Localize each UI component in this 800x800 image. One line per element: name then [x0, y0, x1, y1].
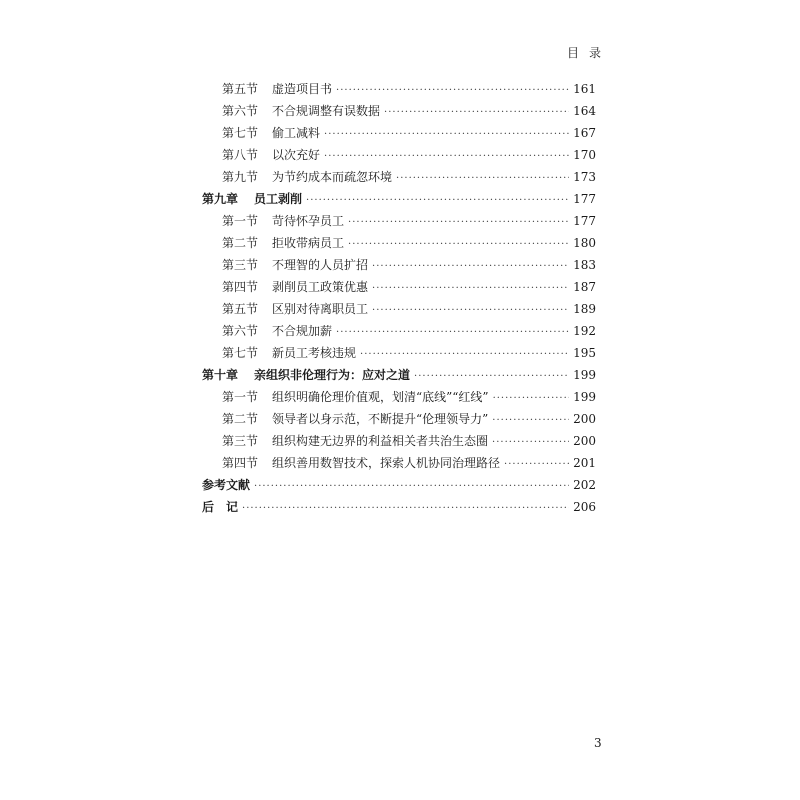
- section-title: 组织善用数智技术，探索人机协同治理路径: [272, 456, 501, 470]
- section-number: 第三节: [222, 258, 259, 272]
- page-number: 177: [573, 214, 596, 228]
- page-number: 199: [573, 368, 596, 382]
- dot-leader: [242, 498, 569, 520]
- page-number: 189: [573, 302, 596, 316]
- section-title: 不理智的人员扩招: [272, 258, 369, 272]
- page-number: 170: [573, 148, 596, 162]
- page-number: 167: [573, 126, 596, 140]
- section-title: 为节约成本而疏忽环境: [272, 170, 393, 184]
- dot-leader: [306, 190, 569, 212]
- dot-leader: [414, 366, 569, 388]
- page-number: 206: [573, 500, 596, 514]
- toc-section-entry[interactable]: [202, 78, 596, 100]
- toc-section-entry[interactable]: [202, 166, 596, 188]
- page-number: 200: [573, 434, 596, 448]
- section-number: 第六节: [222, 324, 259, 338]
- dot-leader: [336, 322, 569, 344]
- dot-leader: [254, 476, 569, 498]
- section-title: 虚造项目书: [272, 82, 333, 96]
- toc-section-entry[interactable]: [202, 276, 596, 298]
- dot-leader: [492, 432, 569, 454]
- dot-leader: [324, 146, 569, 168]
- section-number: 第五节: [222, 82, 259, 96]
- toc-section-entry[interactable]: [202, 122, 596, 144]
- toc-section-entry[interactable]: [202, 320, 596, 342]
- chapter-number: 第十章: [202, 368, 239, 382]
- table-of-contents: [202, 78, 596, 518]
- dot-leader: [360, 344, 569, 366]
- dot-leader: [492, 410, 569, 432]
- section-title: 偷工减料: [272, 126, 321, 140]
- toc-section-entry[interactable]: [202, 408, 596, 430]
- page-number: 200: [573, 412, 596, 426]
- section-number: 第二节: [222, 412, 259, 426]
- section-title: 不合规调整有误数据: [272, 104, 381, 118]
- toc-section-entry[interactable]: [202, 254, 596, 276]
- dot-leader: [372, 278, 569, 300]
- page-folio: 3: [594, 736, 602, 750]
- section-title: 领导者以身示范，不断提升“伦理领导力”: [272, 412, 489, 426]
- section-title: 不合规加薪: [272, 324, 333, 338]
- toc-section-entry[interactable]: [202, 144, 596, 166]
- dot-leader: [396, 168, 569, 190]
- dot-leader: [372, 300, 569, 322]
- page-number: 195: [573, 346, 596, 360]
- toc-chapter-entry[interactable]: [202, 364, 596, 386]
- section-title: 组织构建无边界的利益相关者共治生态圈: [272, 434, 489, 448]
- section-number: 第二节: [222, 236, 259, 250]
- toc-section-entry[interactable]: [202, 298, 596, 320]
- section-number: 第三节: [222, 434, 259, 448]
- dot-leader: [324, 124, 569, 146]
- section-number: 第四节: [222, 456, 259, 470]
- page-number: 199: [573, 390, 596, 404]
- toc-section-entry[interactable]: [202, 342, 596, 364]
- section-number: 第七节: [222, 126, 259, 140]
- references-title: 参考文献: [202, 478, 251, 492]
- chapter-title: 员工剥削: [254, 192, 303, 206]
- section-title: 以次充好: [272, 148, 321, 162]
- section-number: 第七节: [222, 346, 259, 360]
- dot-leader: [348, 234, 569, 256]
- page-number: 180: [573, 236, 596, 250]
- page-number: 161: [573, 82, 596, 96]
- chapter-title: 亲组织非伦理行为：应对之道: [254, 368, 411, 382]
- toc-section-entry[interactable]: [202, 210, 596, 232]
- dot-leader: [504, 454, 569, 476]
- section-number: 第六节: [222, 104, 259, 118]
- section-title: 苛待怀孕员工: [272, 214, 345, 228]
- page-number: 164: [573, 104, 596, 118]
- section-title: 剥削员工政策优惠: [272, 280, 369, 294]
- dot-leader: [493, 388, 570, 410]
- section-title: 区别对待离职员工: [272, 302, 369, 316]
- toc-chapter-entry[interactable]: [202, 188, 596, 210]
- toc-references-entry[interactable]: [202, 474, 596, 496]
- page-number: 201: [573, 456, 596, 470]
- running-header: 目录: [566, 46, 611, 60]
- section-title: 拒收带病员工: [272, 236, 345, 250]
- page-number: 177: [573, 192, 596, 206]
- section-title: 组织明确伦理价值观，划清“底线”“红线”: [272, 390, 489, 404]
- section-number: 第四节: [222, 280, 259, 294]
- section-title: 新员工考核违规: [272, 346, 357, 360]
- page-number: 183: [573, 258, 596, 272]
- dot-leader: [384, 102, 569, 124]
- toc-section-entry[interactable]: [202, 386, 596, 408]
- toc-afterword-entry[interactable]: [202, 496, 596, 518]
- section-number: 第九节: [222, 170, 259, 184]
- section-number: 第五节: [222, 302, 259, 316]
- page-number: 187: [573, 280, 596, 294]
- toc-section-entry[interactable]: [202, 430, 596, 452]
- toc-section-entry[interactable]: [202, 452, 596, 474]
- section-number: 第八节: [222, 148, 259, 162]
- afterword-title: 后 记: [202, 500, 239, 514]
- toc-section-entry[interactable]: [202, 232, 596, 254]
- dot-leader: [372, 256, 569, 278]
- toc-section-entry[interactable]: [202, 100, 596, 122]
- page-number: 202: [573, 478, 596, 492]
- section-number: 第一节: [222, 214, 259, 228]
- section-number: 第一节: [222, 390, 259, 404]
- chapter-number: 第九章: [202, 192, 239, 206]
- dot-leader: [348, 212, 569, 234]
- page-number: 192: [573, 324, 596, 338]
- dot-leader: [336, 80, 569, 102]
- page-number: 173: [573, 170, 596, 184]
